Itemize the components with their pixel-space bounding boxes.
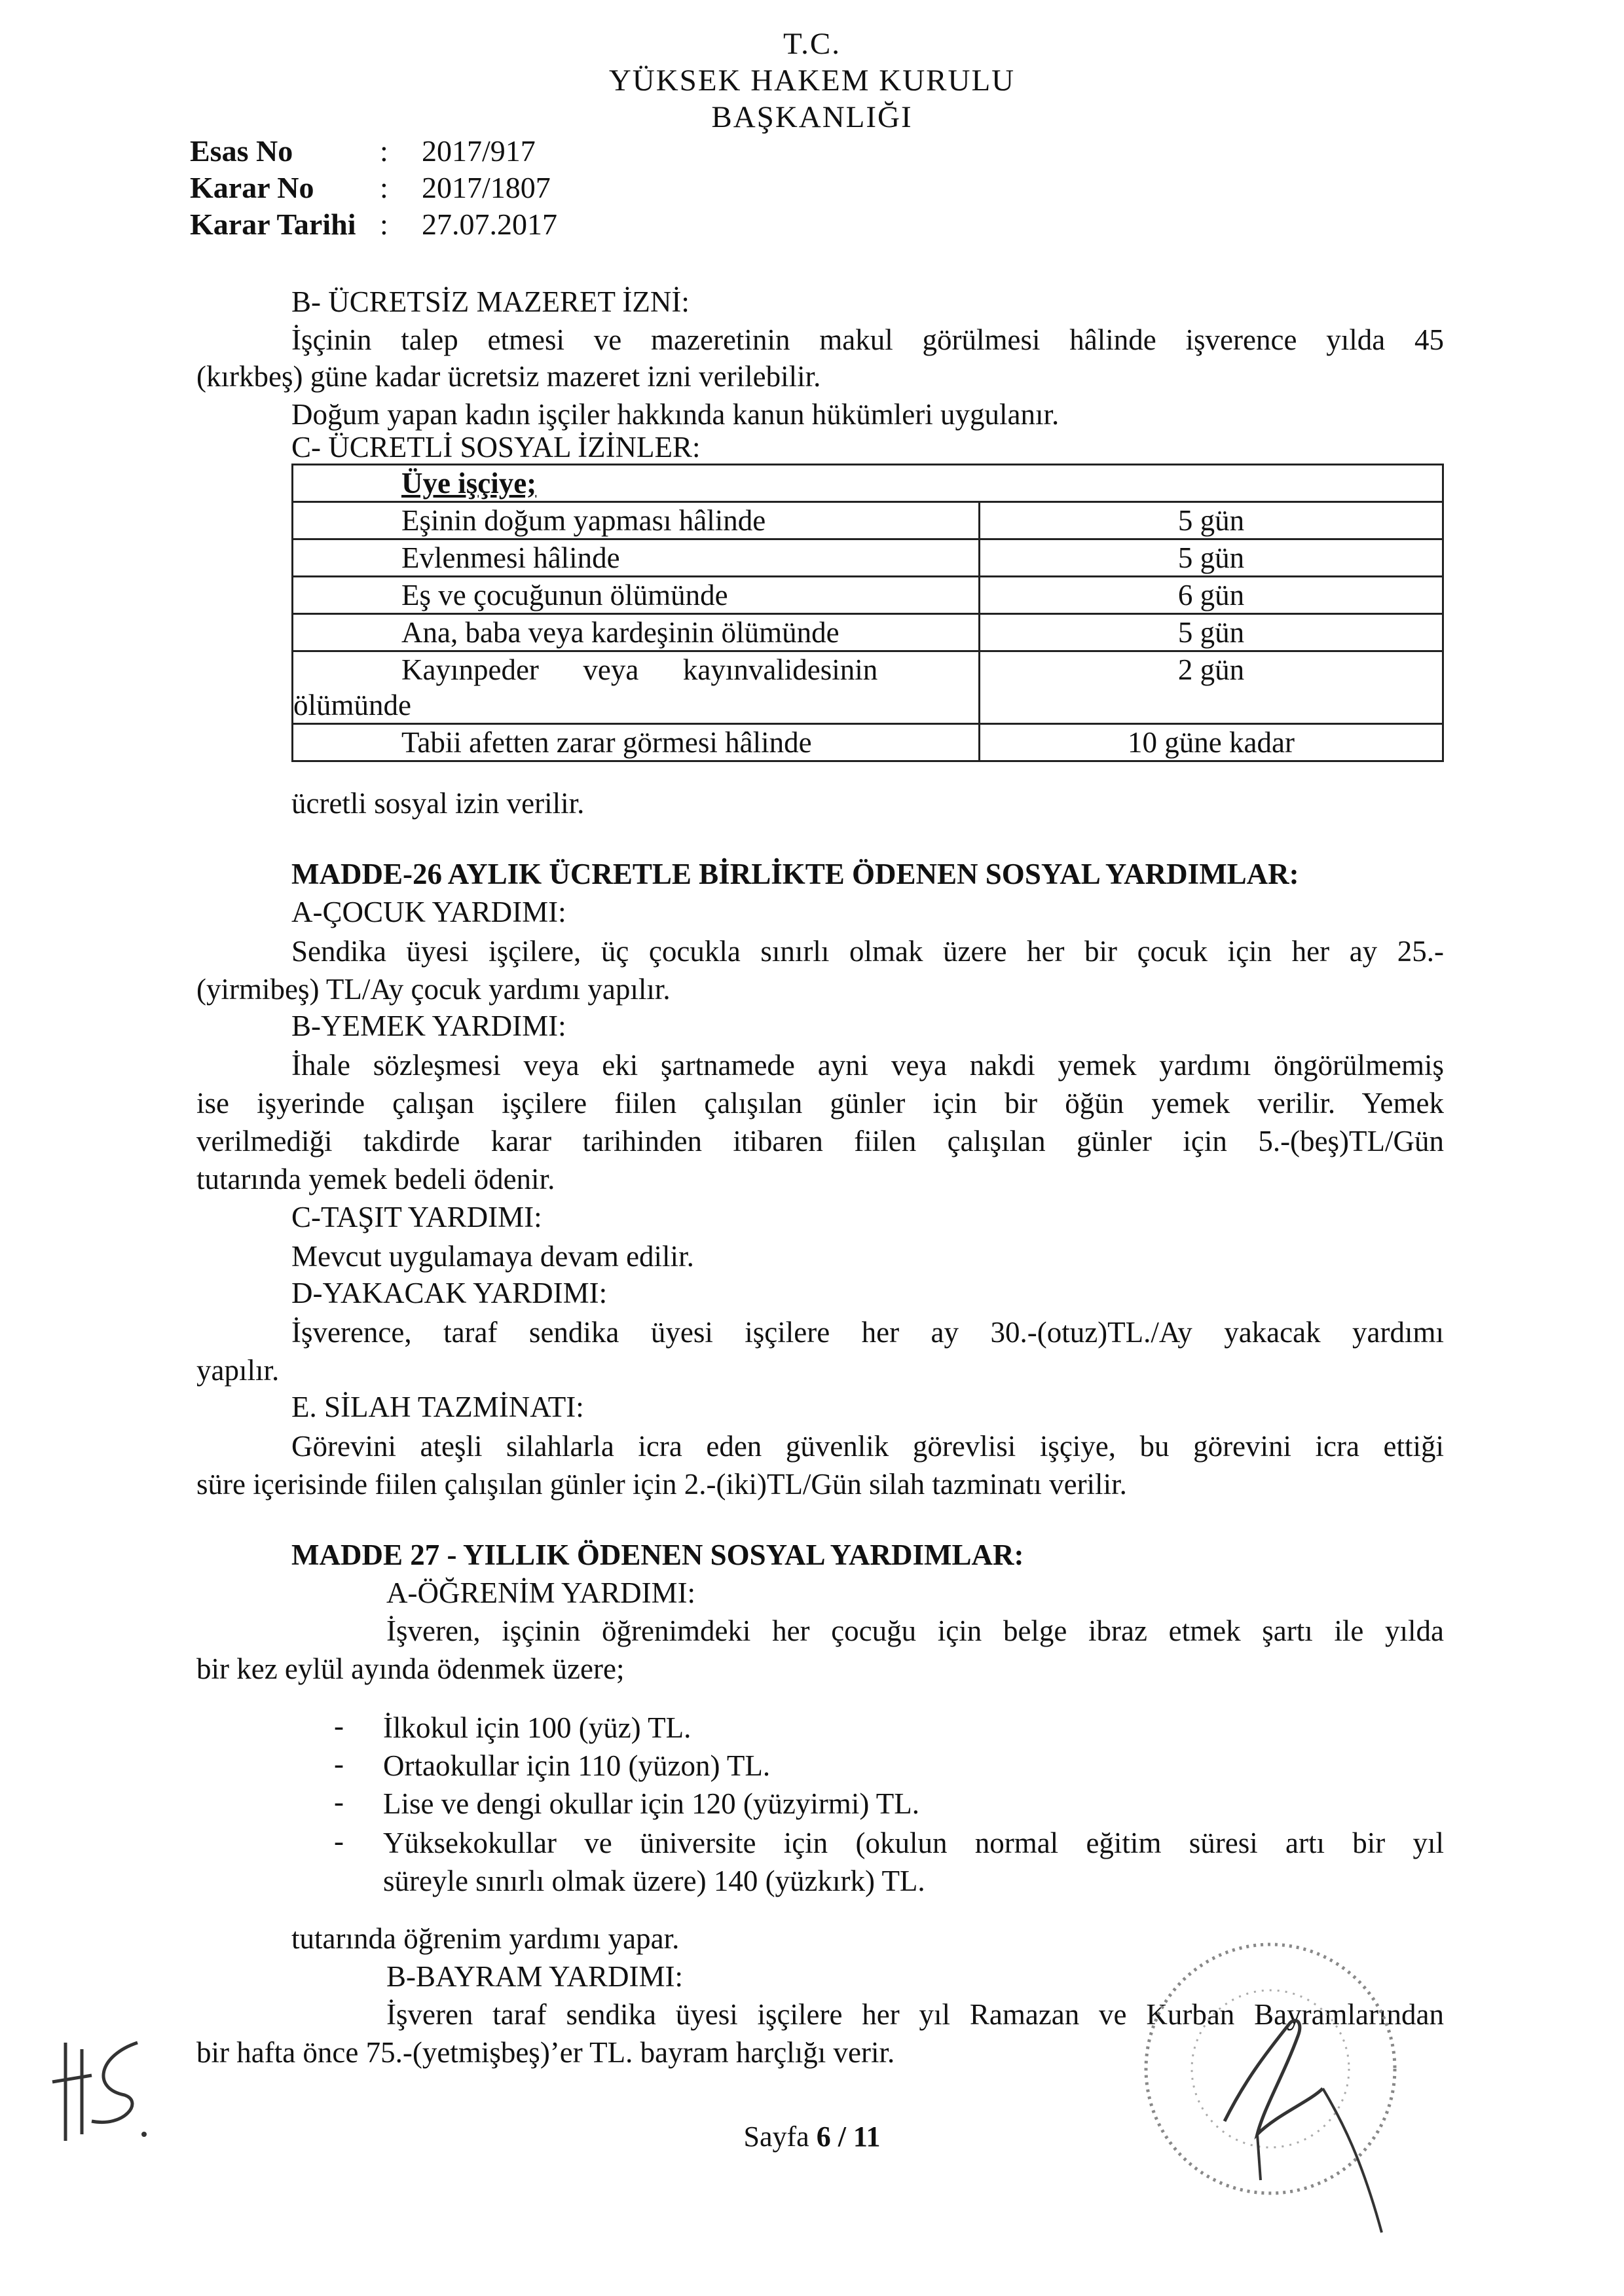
page-prefix: Sayfa <box>743 2121 817 2153</box>
meta-key: Esas No <box>190 134 293 168</box>
paragraph-line: Mevcut uygulamaya devam edilir. <box>291 1240 694 1273</box>
table-row <box>293 502 1443 539</box>
section-title: A-ÖĞRENİM YARDIMI: <box>386 1576 696 1609</box>
paragraph-line: bir kez eylül ayında ödenmek üzere; <box>196 1652 625 1685</box>
leave-label-cell <box>293 614 980 651</box>
table-row <box>293 465 1443 502</box>
paragraph-line: tutarında yemek bedeli ödenir. <box>196 1163 555 1195</box>
paragraph-line: ücretli sosyal izin verilir. <box>291 787 585 820</box>
paragraph-line: ise işyerinde çalışan işçilere fiilen çalışılan günler için bir öğün yemek verilir. Yemek <box>196 1087 1444 1120</box>
table-row <box>293 577 1443 614</box>
list-bullet: - <box>334 1709 344 1742</box>
leave-days: 5 gün <box>980 614 1443 651</box>
paragraph-line: Görevini ateşli silahlarla icra eden güvenlik görevlisi işçiye, bu görevini icra ettiği <box>291 1430 1444 1463</box>
leave-label: Ana, baba veya kardeşinin ölümünde <box>401 616 840 649</box>
leave-label-cell <box>293 724 980 761</box>
leave-label: Tabii afetten zarar görmesi hâlinde <box>401 726 812 759</box>
paragraph-line: (kırkbeş) güne kadar ücretsiz mazeret izni verilebilir. <box>196 360 821 393</box>
list-bullet: - <box>334 1785 344 1818</box>
meta-key: Karar No <box>190 171 314 204</box>
section-title: C-TAŞIT YARDIMI: <box>291 1201 542 1233</box>
meta-karar-no <box>190 170 551 205</box>
paragraph-line: tutarında öğrenim yardımı yapar. <box>291 1922 680 1955</box>
paragraph-line: İşveren, işçinin öğrenimdeki her çocuğu için belge ibraz etmek şartı ile yılda <box>386 1614 1444 1647</box>
section-title: B- ÜCRETSİZ MAZERET İZNİ: <box>291 285 690 318</box>
page-total: 11 <box>853 2121 881 2153</box>
section-title: E. SİLAH TAZMİNATI: <box>291 1391 584 1423</box>
header-department: BAŞKANLIĞI <box>711 100 913 134</box>
leave-days: 2 gün <box>980 651 1443 724</box>
table-header-cell <box>293 465 1443 502</box>
list-item: Lise ve dengi okullar için 120 (yüzyirmi) TL. <box>383 1787 919 1820</box>
paragraph-line: İşverence, taraf sendika üyesi işçilere her ay 30.-(otuz)TL./Ay yakacak yardımı <box>291 1316 1444 1349</box>
table-header: Üye işçiye; <box>401 467 537 500</box>
leave-label: Kayınpeder veya kayınvalidesinin <box>401 653 878 686</box>
list-item-continued: süreyle sınırlı olmak üzere) 140 (yüzkırk) TL. <box>383 1865 925 1897</box>
table-row <box>293 614 1443 651</box>
table-row <box>293 651 1443 724</box>
leave-days: 6 gün <box>980 577 1443 614</box>
section-title: B-BAYRAM YARDIMI: <box>386 1960 683 1993</box>
leave-label: Eş ve çocuğunun ölümünde <box>401 579 728 611</box>
list-bullet: - <box>334 1747 344 1780</box>
paragraph-line: bir hafta önce 75.-(yetmişbeş)’er TL. bayram harçlığı verir. <box>196 2036 895 2069</box>
leave-label-cell <box>293 651 980 724</box>
table-row <box>293 724 1443 761</box>
leave-label: Eşinin doğum yapması hâlinde <box>401 504 766 537</box>
section-title: C- ÜCRETLİ SOSYAL İZİNLER: <box>291 431 701 464</box>
meta-colon: : <box>380 171 388 204</box>
header-institution: YÜKSEK HAKEM KURULU <box>608 64 1016 98</box>
meta-colon: : <box>380 134 388 168</box>
paragraph-line: İşçinin talep etmesi ve mazeretinin makul görülmesi hâlinde işverence yılda 45 <box>291 323 1444 356</box>
article-title: MADDE-26 AYLIK ÜCRETLE BİRLİKTE ÖDENEN SOSYAL YARDIMLAR: <box>291 858 1299 890</box>
paragraph-line: İşveren taraf sendika üyesi işçilere her yıl Ramazan ve Kurban Bayramlarından <box>386 1998 1444 2031</box>
paragraph-line: İhale sözleşmesi veya eki şartnamede ayni veya nakdi yemek yardımı öngörülmemiş <box>291 1049 1444 1082</box>
list-item: İlkokul için 100 (yüz) TL. <box>383 1711 692 1744</box>
meta-colon: : <box>380 208 388 241</box>
leave-label: Evlenmesi hâlinde <box>401 541 620 574</box>
meta-karar-tarihi <box>190 207 557 242</box>
leave-label-cell <box>293 577 980 614</box>
meta-value: 2017/1807 <box>422 171 551 204</box>
paragraph-line: süre içerisinde fiilen çalışılan günler için 2.-(iki)TL/Gün silah tazminatı verilir. <box>196 1468 1127 1501</box>
section-title: B-YEMEK YARDIMI: <box>291 1010 566 1042</box>
page-separator: / <box>830 2121 853 2153</box>
meta-esas-no <box>190 134 536 168</box>
leave-label-cell <box>293 539 980 577</box>
section-title: D-YAKACAK YARDIMI: <box>291 1277 608 1309</box>
handwritten-initials-icon <box>46 2030 151 2147</box>
list-item: Ortaokullar için 110 (yüzon) TL. <box>383 1749 771 1782</box>
paragraph-line: yapılır. <box>196 1354 280 1387</box>
leave-days: 5 gün <box>980 539 1443 577</box>
header-tc: T.C. <box>783 27 841 61</box>
meta-key: Karar Tarihi <box>190 208 356 241</box>
meta-value: 2017/917 <box>422 134 536 168</box>
page-current: 6 <box>816 2121 831 2153</box>
paragraph-line: Doğum yapan kadın işçiler hakkında kanun hükümleri uygulanır. <box>291 398 1060 431</box>
leave-label-cell <box>293 502 980 539</box>
leave-table <box>291 464 1444 762</box>
paragraph-line: (yirmibeş) TL/Ay çocuk yardımı yapılır. <box>196 973 671 1006</box>
leave-days: 5 gün <box>980 502 1443 539</box>
list-bullet: - <box>334 1825 344 1857</box>
leave-days: 10 güne kadar <box>980 724 1443 761</box>
seal-stamp-icon <box>1126 1925 1414 2239</box>
section-title: A-ÇOCUK YARDIMI: <box>291 896 566 928</box>
leave-label-continued: ölümünde <box>293 689 411 721</box>
paragraph-line: Sendika üyesi işçilere, üç çocukla sınırlı olmak üzere her bir çocuk için her ay 25.- <box>291 935 1444 968</box>
list-item: Yüksekokullar ve üniversite için (okulun normal eğitim süresi artı bir yıl <box>383 1827 1444 1859</box>
meta-value: 27.07.2017 <box>422 208 557 241</box>
paragraph-line: verilmediği takdirde karar tarihinden itibaren fiilen çalışılan günler için 5.-(beş)TL/Gün <box>196 1125 1444 1157</box>
article-title: MADDE 27 - YILLIK ÖDENEN SOSYAL YARDIMLAR: <box>291 1539 1024 1571</box>
table-row <box>293 539 1443 577</box>
